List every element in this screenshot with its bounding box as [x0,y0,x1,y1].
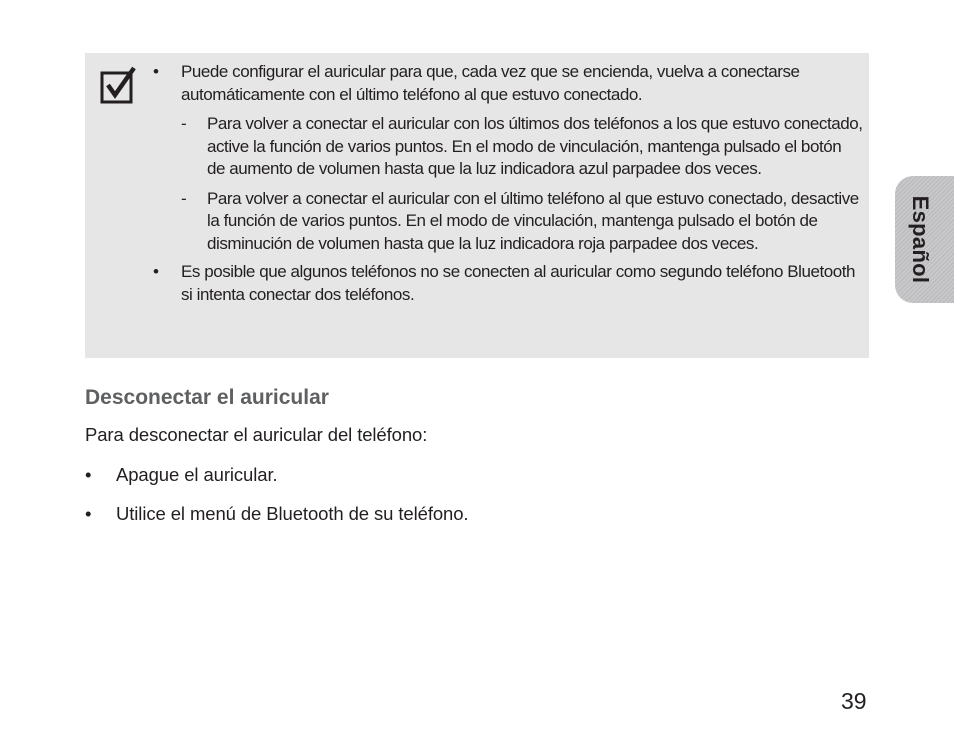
note-dash-text: Para volver a conectar el auricular con el último teléfono al que estuvo conectado, desactive la función de varios puntos. En el modo de vinculación, mantenga pulsado el botón de disminución de volumen hasta que la luz indicadora roja parpadee dos veces. [207,188,859,253]
language-tab [895,176,954,303]
note-dash-item [151,113,863,181]
section-title: Desconectar el auricular [85,386,329,409]
page-number: 39 [841,688,867,714]
note-text [151,61,863,306]
section-intro: Para desconectar el auricular del teléfono: [85,424,428,445]
note-box [85,53,869,358]
note-dash-text: Para volver a conectar el auricular con los últimos dos teléfonos a los que estuvo conectado, active la función de varios puntos. En el modo de vinculación, mantenga pulsado el botón de aumento de volumen hasta que la luz indicadora azul parpadee dos veces. [207,114,863,178]
bullet-mark: • [85,503,92,524]
bullet-mark: • [153,62,159,81]
bullet-mark: • [153,262,159,281]
language-tab-label: Español [908,195,933,284]
note-bullet-text: Puede configurar el auricular para que, cada vez que se encienda, vuelva a conectarse automáticamente con el último teléfono al que estuvo conectado. [181,62,800,104]
list-item-text: Apague el auricular. [116,464,278,485]
list-item-text: Utilice el menú de Bluetooth de su teléfono. [116,503,469,524]
bullet-mark: • [85,464,92,485]
dash-mark: - [181,188,187,208]
note-bullet-text: Es posible que algunos teléfonos no se conecten al auricular como segundo teléfono Bluetooth si intenta conectar dos teléfonos. [181,262,856,304]
note-dash-item [151,188,863,256]
checkbox-check-icon [100,66,138,104]
note-bullet-item [151,61,863,106]
dash-mark: - [181,114,187,133]
note-bullet-item [151,261,863,306]
